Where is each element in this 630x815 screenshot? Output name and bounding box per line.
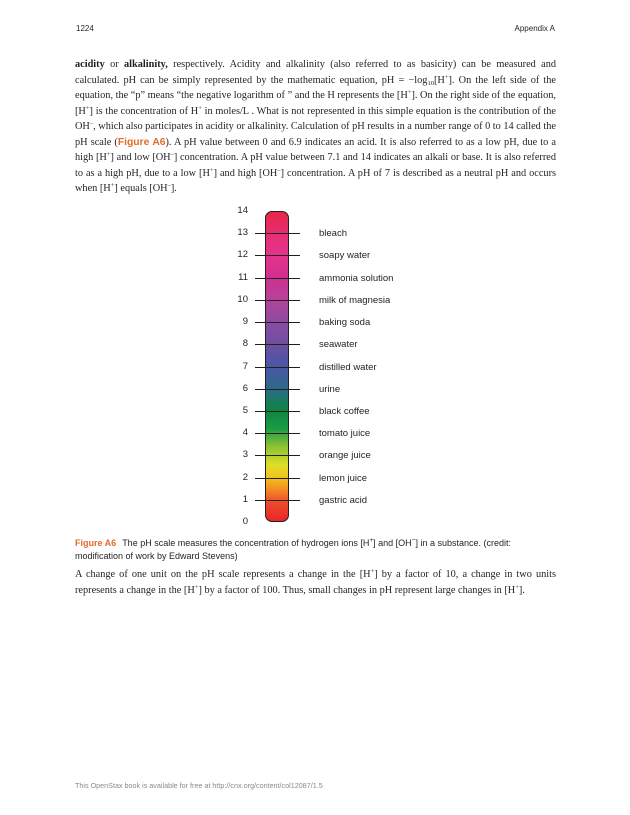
ph-tick-line [255,478,300,479]
text-run: ] concentration. A pH value between 7.1 and 14 indicates an alkali or base. It is also referred to as a high pH, due to a low [H [75,152,556,179]
superscript: − [411,537,416,544]
ph-tick-line [255,455,300,456]
superscript: – [167,182,171,189]
ph-tick-line [255,344,300,345]
superscript: + [369,537,374,544]
text-run: The pH scale measures the concentration of hydrogen ions [H [122,538,370,548]
closing-paragraph [75,567,556,598]
substance-label: urine [319,383,341,395]
substance-label: orange juice [319,450,371,462]
ph-tick-line [255,433,300,434]
substance-label: baking soda [319,317,371,329]
ph-tick-line [255,300,300,301]
ph-tick-label: 0 [242,516,248,527]
substance-label: tomato juice [319,428,371,440]
term-acidity: acidity [75,59,105,70]
superscript: + [515,583,519,591]
ph-tick-line [255,500,300,501]
ph-tick-label: 7 [242,360,248,372]
superscript: – [170,151,174,158]
ph-tick-label: 14 [237,205,248,216]
text-run: in moles/L . What is not represented in this simple equation is the contribution of the OH [75,105,556,132]
ph-tick-label: 4 [242,427,248,439]
ph-tick-label: 3 [242,449,248,461]
substance-label: black coffee [319,405,370,417]
text-run: respectively. Acidity and alkalinity (also referred to as basicity) can be measured and calculated. pH can be simply represented by the mathematic equation, [75,59,556,86]
ph-tick-label: 10 [237,293,248,305]
page-number: 1224 [76,24,94,33]
term-alkalinity: alkalinity, [124,59,168,70]
text-run: ] and low [OH [110,152,171,163]
substance-label: lemon juice [319,472,368,484]
running-header: Appendix A [514,24,555,33]
figure-caption [75,537,556,562]
caption-label: Figure A6 [75,538,117,548]
equation-close: ] [448,74,452,86]
substance-label: seawater [319,339,358,351]
ph-tick-line [255,411,300,412]
ph-tick-line [255,389,300,390]
substance-label: bleach [319,228,347,240]
substance-label: distilled water [319,361,377,373]
ph-tick-label: 12 [237,249,248,261]
superscript: – [89,120,94,127]
text-run: or [104,59,125,70]
ph-tick-line [255,255,300,256]
text-run: ] equals [OH [114,183,168,194]
text-run: , which also participates in acidity or alkalinity. Calculation of pH results in a number range of 0 to 14 called the pH scale ( [75,121,556,148]
text-run: ] and [OH [373,538,412,548]
ph-tick-line [255,322,300,323]
footer-note: This OpenStax book is available for free at http://cnx.org/content/col12087/1.5 [75,781,323,790]
ph-tick-label: 9 [242,316,248,328]
substance-label: milk of magnesia [319,294,391,306]
superscript: + [370,568,375,575]
text-run: . On the left side of the equation, the “p” means “the negative logarithm of ” and the H represents the [H [75,74,556,101]
substance-label: gastric acid [319,494,368,506]
ph-tick-label: 11 [238,271,248,283]
ph-tick-line [255,367,300,368]
superscript: + [106,151,111,158]
text-run: ] in a substance. (credit: modification of work by Edward Stevens) [75,538,511,561]
superscript: + [194,583,199,591]
text-run: ]. On the right side of the equation, [H [75,90,556,117]
substance-label: ammonia solution [319,272,394,284]
text-run: ] by a factor of 10, a change in two units represents a change in the [H [75,569,556,596]
text-run: ] by a factor of 100. Thus, small changes in pH represent large changes in [H [198,584,516,596]
superscript: – [277,166,281,174]
superscript: + [110,182,115,189]
text-run: ] and high [OH [213,167,278,179]
text-run: A change of one unit on the pH scale represents a change in the [H [75,569,371,580]
ph-tick-label: 1 [242,493,248,505]
superscript: + [198,104,202,112]
ph-tick-label: 2 [242,471,248,483]
superscript: + [407,89,412,96]
superscript: + [209,166,214,174]
text-run: ]. [170,183,177,194]
equation-h: [H [433,74,445,86]
ph-tick-line [255,233,300,234]
ph-tick-label: 13 [237,227,248,239]
equation-log-base: 10 [427,79,434,87]
text-run: ] is the concentration of H [89,105,199,117]
ph-tick-label: 6 [242,382,248,394]
text-run: ). A pH value between 0 and 6.9 indicates an acid. It is also referred to as a low pH, due to a high [H [75,136,556,163]
ph-tick-label: 5 [242,404,248,416]
figure-a6-link[interactable]: Figure A6 [117,136,166,148]
equation-plus: + [444,73,449,81]
ph-tick-line [255,278,300,279]
equation-lhs: pH = −log [381,74,428,86]
substance-label: soapy water [319,250,371,262]
ph-tick-label: 8 [242,338,248,350]
superscript: + [85,104,90,112]
text-run: ]. [518,584,525,596]
text-run: ] concentration. A pH of 7 is described as a neutral pH and occurs when [H [75,167,557,194]
